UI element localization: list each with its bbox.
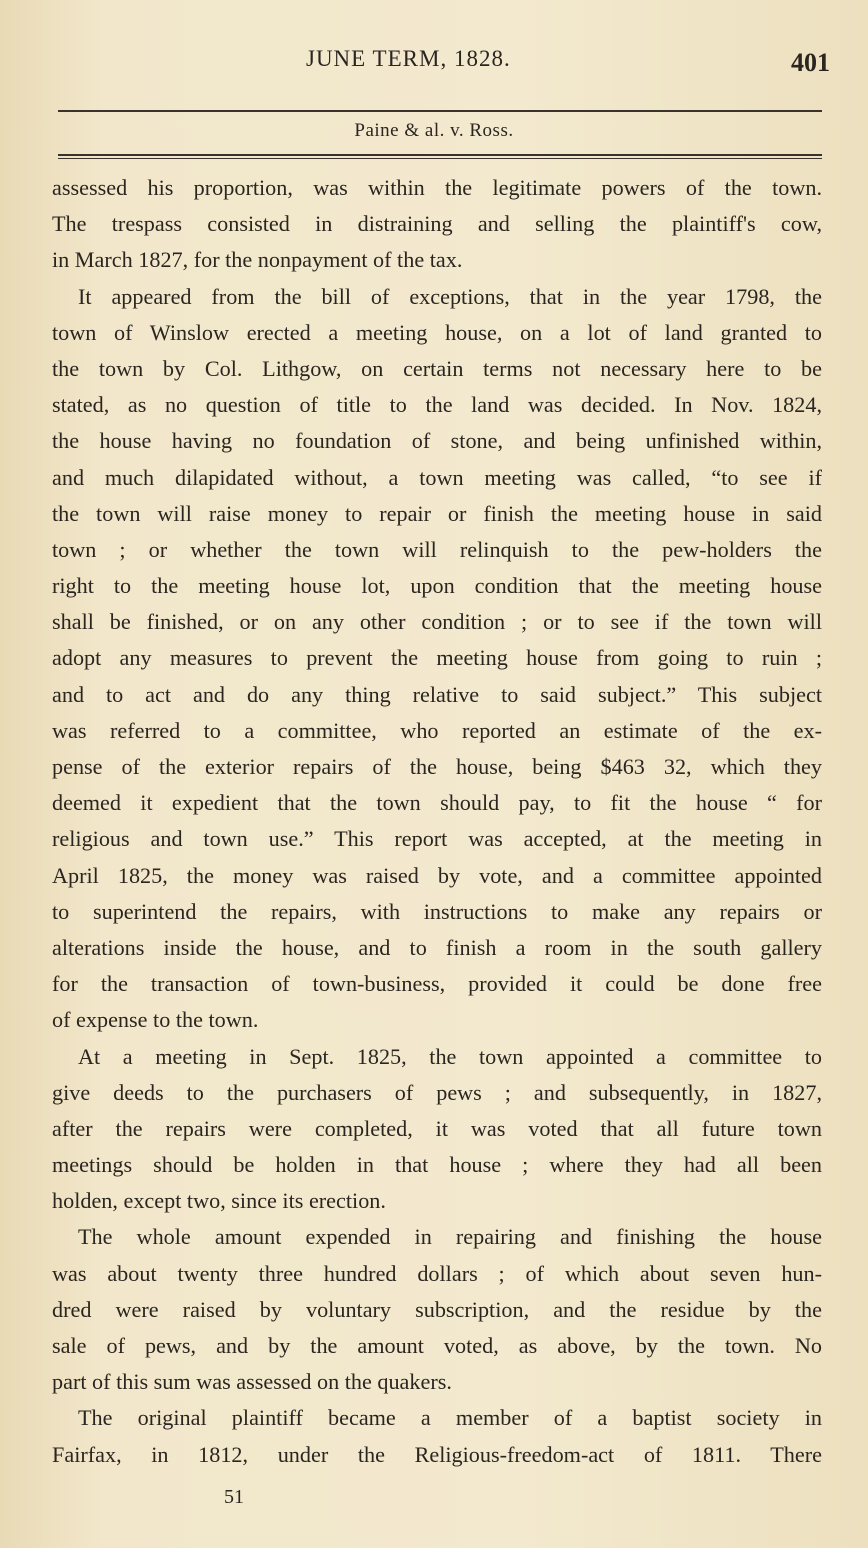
text-line: give deeds to the purchasers of pews ; and subsequently, in 1827, (52, 1079, 822, 1105)
text-line: the town by Col. Lithgow, on certain terms not necessary here to be (52, 355, 822, 381)
text-line: town ; or whether the town will relinquish to the pew-holders the (52, 536, 822, 562)
text-line: in March 1827, for the nonpayment of the tax. (52, 247, 463, 273)
running-head (0, 46, 868, 86)
text-line: The whole amount expended in repairing and finishing the house (78, 1224, 822, 1250)
text-line: and to act and do any thing relative to said subject.” This subject (52, 681, 822, 707)
text-line: stated, as no question of title to the land was decided. In Nov. 1824, (52, 392, 822, 418)
text-line: alterations inside the house, and to finish a room in the south gallery (52, 934, 822, 960)
text-line: was referred to a committee, who reported an estimate of the ex- (52, 717, 822, 743)
text-line: right to the meeting house lot, upon condition that the meeting house (52, 573, 822, 599)
case-title: Paine & al. v. Ross. (354, 120, 514, 141)
header-rule (58, 110, 822, 112)
text-line: shall be finished, or on any other condition ; or to see if the town will (52, 609, 822, 635)
text-line: part of this sum was assessed on the quakers. (52, 1369, 452, 1395)
text-line: Fairfax, in 1812, under the Religious-freedom-act of 1811. There (52, 1441, 822, 1467)
text-line: meetings should be holden in that house ; where they had all been (52, 1152, 822, 1178)
text-line: pense of the exterior repairs of the house, being $463 32, which they (52, 754, 822, 779)
text-line: deemed it expedient that the town should pay, to fit the house “ for (52, 790, 822, 816)
text-line: dred were raised by voluntary subscription, and the residue by the (52, 1296, 822, 1322)
text-line: of expense to the town. (52, 1007, 259, 1033)
text-line: after the repairs were completed, it was voted that all future town (52, 1115, 822, 1141)
running-title: JUNE TERM, 1828. (306, 46, 511, 71)
text-line: The original plaintiff became a member of a baptist society in (78, 1405, 822, 1431)
text-line: assessed his proportion, was within the legitimate powers of the town. (52, 175, 822, 200)
text-line: holden, except two, since its erection. (52, 1188, 386, 1214)
body-text (52, 170, 822, 1473)
text-line: April 1825, the money was raised by vote, and a committee appointed (52, 862, 822, 888)
page-number: 401 (791, 48, 830, 77)
text-line: town of Winslow erected a meeting house, on a lot of land granted to (52, 319, 822, 345)
text-line: the town will raise money to repair or finish the meeting house in said (52, 500, 822, 526)
text-line: to superintend the repairs, with instructions to make any repairs or (52, 898, 822, 924)
text-line: and much dilapidated without, a town meeting was called, “to see if (52, 464, 822, 490)
text-line: adopt any measures to prevent the meeting house from going to ruin ; (52, 645, 822, 671)
text-line: religious and town use.” This report was accepted, at the meeting in (52, 826, 822, 852)
signature-mark: 51 (224, 1486, 244, 1508)
text-line: was about twenty three hundred dollars ; of which about seven hun- (52, 1260, 822, 1286)
case-title-rule (58, 154, 822, 156)
text-line: sale of pews, and by the amount voted, as above, by the town. No (52, 1333, 822, 1358)
text-line: the house having no foundation of stone, and being unfinished within, (52, 428, 822, 454)
text-line: for the transaction of town-business, provided it could be done free (52, 971, 822, 997)
text-line: At a meeting in Sept. 1825, the town appointed a committee to (78, 1043, 822, 1069)
text-line: The trespass consisted in distraining and selling the plaintiff's cow, (52, 211, 822, 237)
text-line: It appeared from the bill of exceptions, that in the year 1798, the (78, 283, 822, 309)
